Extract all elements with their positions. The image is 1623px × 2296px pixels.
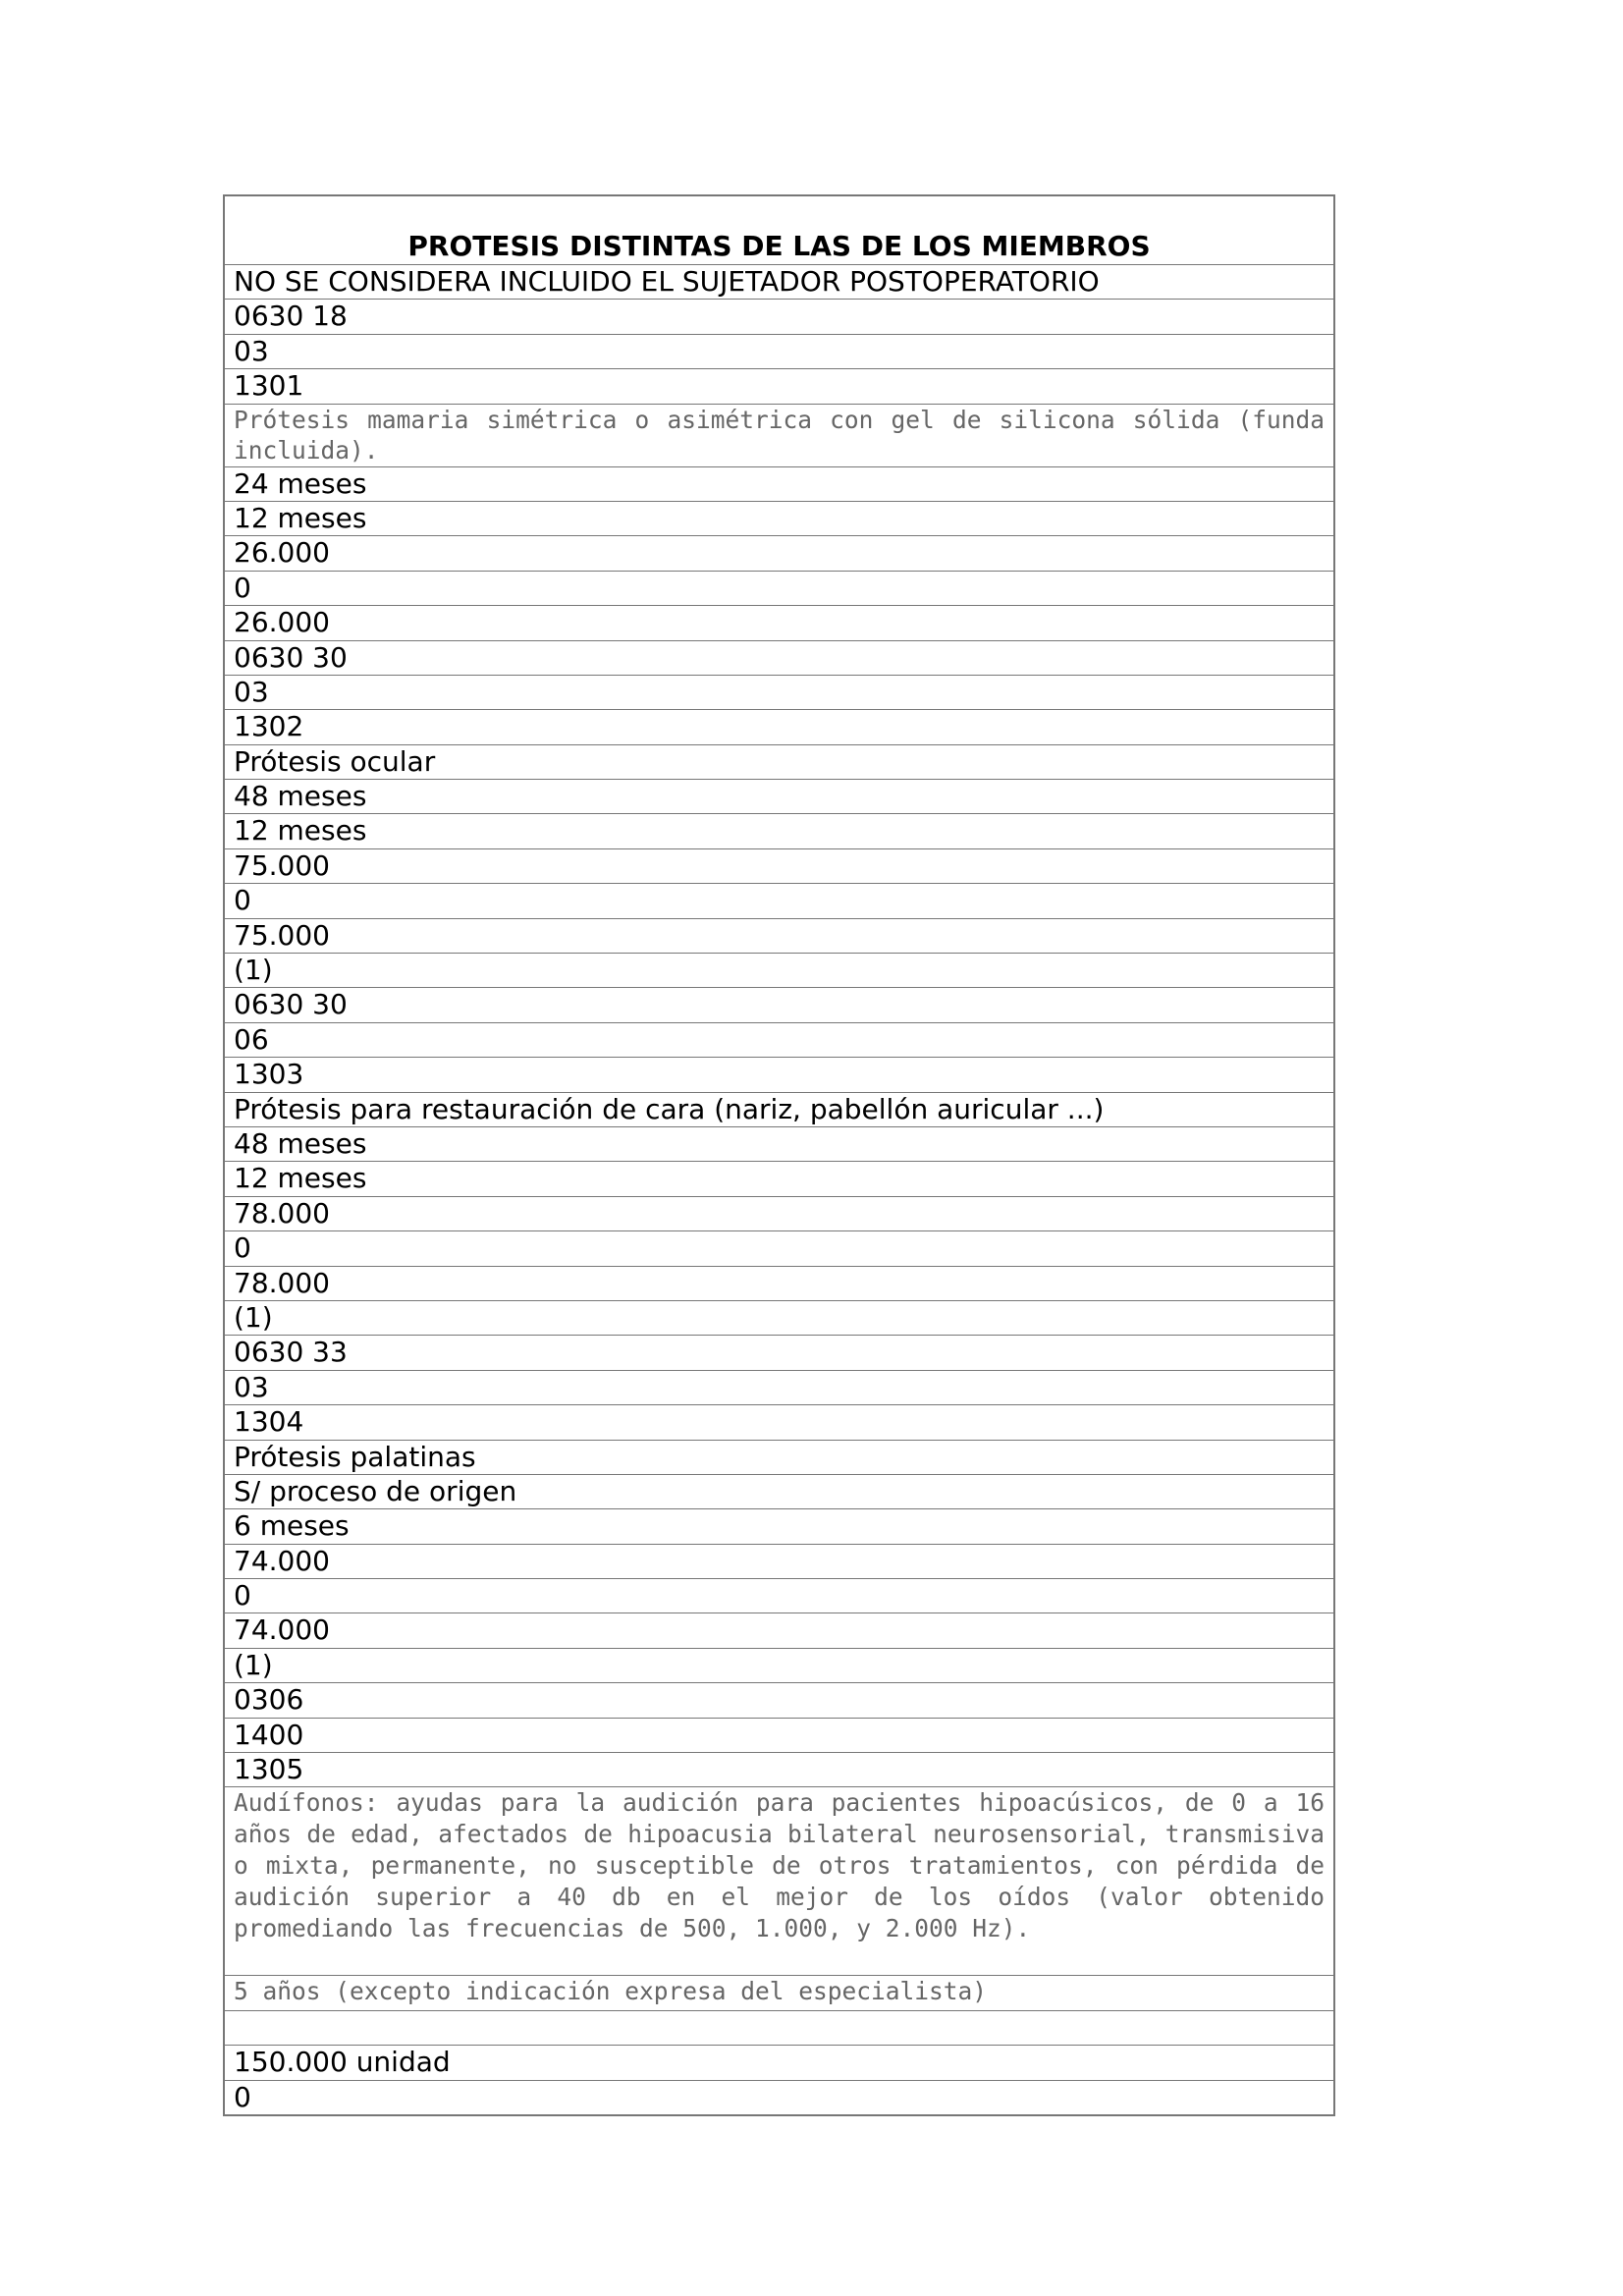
table-row: 78.000 xyxy=(225,1266,1333,1300)
table-row: NO SE CONSIDERA INCLUIDO EL SUJETADOR POSTOPERATORIO xyxy=(225,264,1333,299)
table-row: 1301 xyxy=(225,368,1333,403)
table-row: 0 xyxy=(225,1578,1333,1613)
table-row: 12 meses xyxy=(225,501,1333,535)
table-row: 1303 xyxy=(225,1057,1333,1091)
table-row: 12 meses xyxy=(225,813,1333,847)
table-row: 78.000 xyxy=(225,1196,1333,1230)
table-title: PROTESIS DISTINTAS DE LAS DE LOS MIEMBROS xyxy=(407,230,1151,262)
table-row: 24 meses xyxy=(225,466,1333,501)
table-row: 0630 33 xyxy=(225,1335,1333,1369)
table-row: 26.000 xyxy=(225,605,1333,639)
table-row: 150.000 unidad xyxy=(225,2045,1333,2079)
table-row: 5 años (excepto indicación expresa del especialista) xyxy=(225,1975,1333,2009)
table-row: 1305 xyxy=(225,1752,1333,1786)
table-row: 0630 18 xyxy=(225,299,1333,333)
table-rows xyxy=(225,264,1333,2114)
table-row: 0 xyxy=(225,883,1333,917)
table-row: 03 xyxy=(225,334,1333,368)
table-row: 48 meses xyxy=(225,779,1333,813)
table-row: Prótesis mamaria simétrica o asimétrica con gel de silicona sólida (funda incluida). xyxy=(225,404,1333,466)
table-row: 0 xyxy=(225,571,1333,605)
table-row: 1302 xyxy=(225,709,1333,743)
table-row: 06 xyxy=(225,1022,1333,1057)
table-row: 48 meses xyxy=(225,1126,1333,1161)
table-row: 1400 xyxy=(225,1718,1333,1752)
table-row: (1) xyxy=(225,1648,1333,1682)
table-row: 0630 30 xyxy=(225,987,1333,1021)
table-row: (1) xyxy=(225,1300,1333,1335)
table-row xyxy=(225,2010,1333,2045)
table-row: 6 meses xyxy=(225,1508,1333,1543)
table-row: 0630 30 xyxy=(225,640,1333,675)
table-row: 03 xyxy=(225,1370,1333,1404)
table-row: 1304 xyxy=(225,1404,1333,1439)
table-row: S/ proceso de origen xyxy=(225,1474,1333,1508)
table-row: (1) xyxy=(225,953,1333,987)
table-row: 03 xyxy=(225,675,1333,709)
table-row: Prótesis palatinas xyxy=(225,1440,1333,1474)
table-row: Prótesis para restauración de cara (nariz, pabellón auricular ...) xyxy=(225,1092,1333,1126)
table-row: 0 xyxy=(225,1230,1333,1265)
table-row: 0306 xyxy=(225,1682,1333,1717)
document-table xyxy=(223,194,1335,2116)
table-row: 74.000 xyxy=(225,1613,1333,1647)
table-row: 75.000 xyxy=(225,918,1333,953)
table-row: Prótesis ocular xyxy=(225,744,1333,779)
table-row: 12 meses xyxy=(225,1161,1333,1195)
table-row: 26.000 xyxy=(225,535,1333,570)
table-row: 74.000 xyxy=(225,1544,1333,1578)
table-row: 0 xyxy=(225,2080,1333,2114)
table-row: Audífonos: ayudas para la audición para pacientes hipoacúsicos, de 0 a 16 años de edad, afectados de hipoacusia bilateral neurosensorial, transmisiva o mixta, permanente, no susceptible de otros tratamientos, con pérdida de audición superior a 40 db en el mejor de los oídos (valor obtenido promediando las frecuencias de 500, 1.000, y 2.000 Hz). xyxy=(225,1786,1333,1975)
table-row: 75.000 xyxy=(225,848,1333,883)
